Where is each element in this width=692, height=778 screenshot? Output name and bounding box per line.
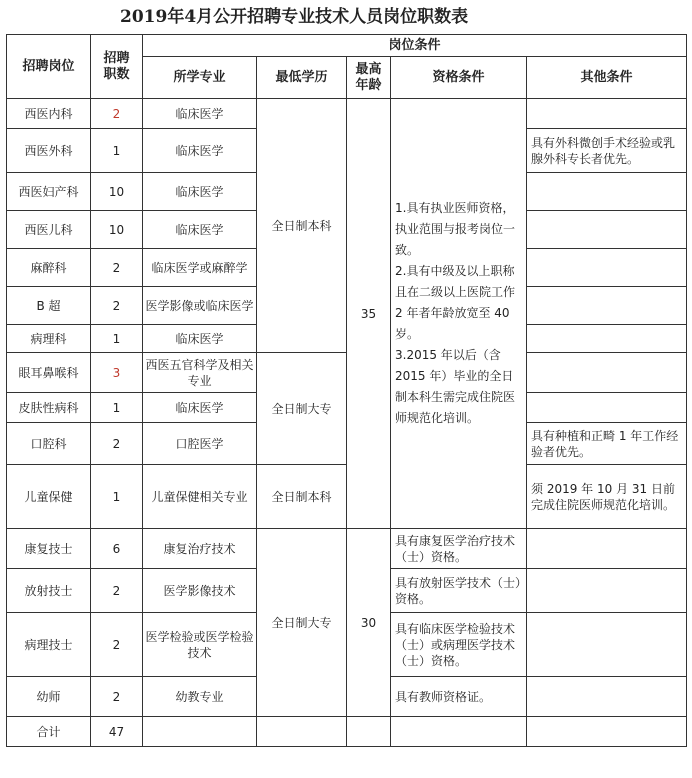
cell-other: 须 2019 年 10 月 31 日前完成住院医师规范化培训。 xyxy=(527,465,687,529)
cell-other xyxy=(527,677,687,717)
empty-cell xyxy=(257,717,347,747)
header-count: 招聘 职数 xyxy=(91,35,143,99)
cell-major: 临床医学 xyxy=(143,173,257,211)
total-label: 合计 xyxy=(7,717,91,747)
cell-other xyxy=(527,211,687,249)
cell-other xyxy=(527,173,687,211)
cell-post: 眼耳鼻喉科 xyxy=(7,353,91,393)
cell-post: 幼师 xyxy=(7,677,91,717)
empty-cell xyxy=(143,717,257,747)
cell-major: 临床医学 xyxy=(143,99,257,129)
cell-other xyxy=(527,613,687,677)
cell-qualification: 具有教师资格证。 xyxy=(391,677,527,717)
cell-count: 1 xyxy=(91,393,143,423)
cell-major: 康复治疗技术 xyxy=(143,529,257,569)
cell-other xyxy=(527,249,687,287)
cell-major: 临床医学 xyxy=(143,325,257,353)
total-count: 47 xyxy=(91,717,143,747)
cell-count: 10 xyxy=(91,173,143,211)
cell-qualification: 具有放射医学技术（士）资格。 xyxy=(391,569,527,613)
cell-count: 2 xyxy=(91,287,143,325)
cell-major: 口腔医学 xyxy=(143,423,257,465)
cell-other xyxy=(527,325,687,353)
cell-post: B 超 xyxy=(7,287,91,325)
cell-count: 3 xyxy=(91,353,143,393)
cell-qualification: 具有康复医学治疗技术（士）资格。 xyxy=(391,529,527,569)
cell-post: 康复技士 xyxy=(7,529,91,569)
empty-cell xyxy=(527,717,687,747)
table-row xyxy=(7,99,687,129)
cell-post: 病理科 xyxy=(7,325,91,353)
cell-post: 病理技士 xyxy=(7,613,91,677)
cell-post: 西医外科 xyxy=(7,129,91,173)
header-education: 最低学历 xyxy=(257,57,347,99)
cell-post: 西医儿科 xyxy=(7,211,91,249)
cell-other xyxy=(527,287,687,325)
header-other: 其他条件 xyxy=(527,57,687,99)
cell-major: 临床医学或麻醉学 xyxy=(143,249,257,287)
header-qualification: 资格条件 xyxy=(391,57,527,99)
cell-count: 1 xyxy=(91,465,143,529)
header-age: 最高 年龄 xyxy=(347,57,391,99)
cell-education: 全日制本科 xyxy=(257,465,347,529)
cell-major: 临床医学 xyxy=(143,393,257,423)
cell-major: 西医五官科学及相关专业 xyxy=(143,353,257,393)
cell-post: 麻醉科 xyxy=(7,249,91,287)
cell-other xyxy=(527,569,687,613)
cell-major: 医学影像或临床医学 xyxy=(143,287,257,325)
cell-major: 医学影像技术 xyxy=(143,569,257,613)
empty-cell xyxy=(391,717,527,747)
page-title: 2019年4月公开招聘专业技术人员岗位职数表 xyxy=(120,7,469,27)
cell-qualification: 具有临床医学检验技术（士）或病理医学技术（士）资格。 xyxy=(391,613,527,677)
cell-count: 1 xyxy=(91,129,143,173)
cell-count: 6 xyxy=(91,529,143,569)
cell-other xyxy=(527,353,687,393)
cell-post: 放射技士 xyxy=(7,569,91,613)
cell-education: 全日制本科 xyxy=(257,99,347,353)
cell-other xyxy=(527,529,687,569)
cell-count: 2 xyxy=(91,677,143,717)
empty-cell xyxy=(347,717,391,747)
cell-post: 西医内科 xyxy=(7,99,91,129)
cell-other xyxy=(527,99,687,129)
cell-qualification: 1.具有执业医师资格，执业范围与报考岗位一致。 2.具有中级及以上职称且在二级以上医院工作 2 年者年龄放宽至 40 岁。 3.2015 年以后（含 2015 年）毕业的全日制本科生需完成住院医师规范化培训。 xyxy=(391,99,527,529)
cell-major: 儿童保健相关专业 xyxy=(143,465,257,529)
cell-count: 10 xyxy=(91,211,143,249)
cell-age: 35 xyxy=(347,99,391,529)
cell-education: 全日制大专 xyxy=(257,529,347,717)
table-row xyxy=(7,529,687,569)
cell-count: 2 xyxy=(91,249,143,287)
header-major: 所学专业 xyxy=(143,57,257,99)
cell-count: 1 xyxy=(91,325,143,353)
cell-education: 全日制大专 xyxy=(257,353,347,465)
cell-post: 口腔科 xyxy=(7,423,91,465)
cell-major: 医学检验或医学检验技术 xyxy=(143,613,257,677)
cell-other: 具有种植和正畸 1 年工作经验者优先。 xyxy=(527,423,687,465)
cell-post: 皮肤性病科 xyxy=(7,393,91,423)
cell-count: 2 xyxy=(91,99,143,129)
cell-major: 临床医学 xyxy=(143,211,257,249)
cell-major: 临床医学 xyxy=(143,129,257,173)
cell-major: 幼教专业 xyxy=(143,677,257,717)
cell-other xyxy=(527,393,687,423)
cell-count: 2 xyxy=(91,423,143,465)
cell-post: 西医妇产科 xyxy=(7,173,91,211)
header-post: 招聘岗位 xyxy=(7,35,91,99)
header-conditions: 岗位条件 xyxy=(143,35,687,57)
cell-count: 2 xyxy=(91,613,143,677)
cell-count: 2 xyxy=(91,569,143,613)
positions-table xyxy=(6,34,687,747)
total-row xyxy=(7,717,687,747)
cell-other: 具有外科微创手术经验或乳腺外科专长者优先。 xyxy=(527,129,687,173)
cell-post: 儿童保健 xyxy=(7,465,91,529)
cell-age: 30 xyxy=(347,529,391,717)
